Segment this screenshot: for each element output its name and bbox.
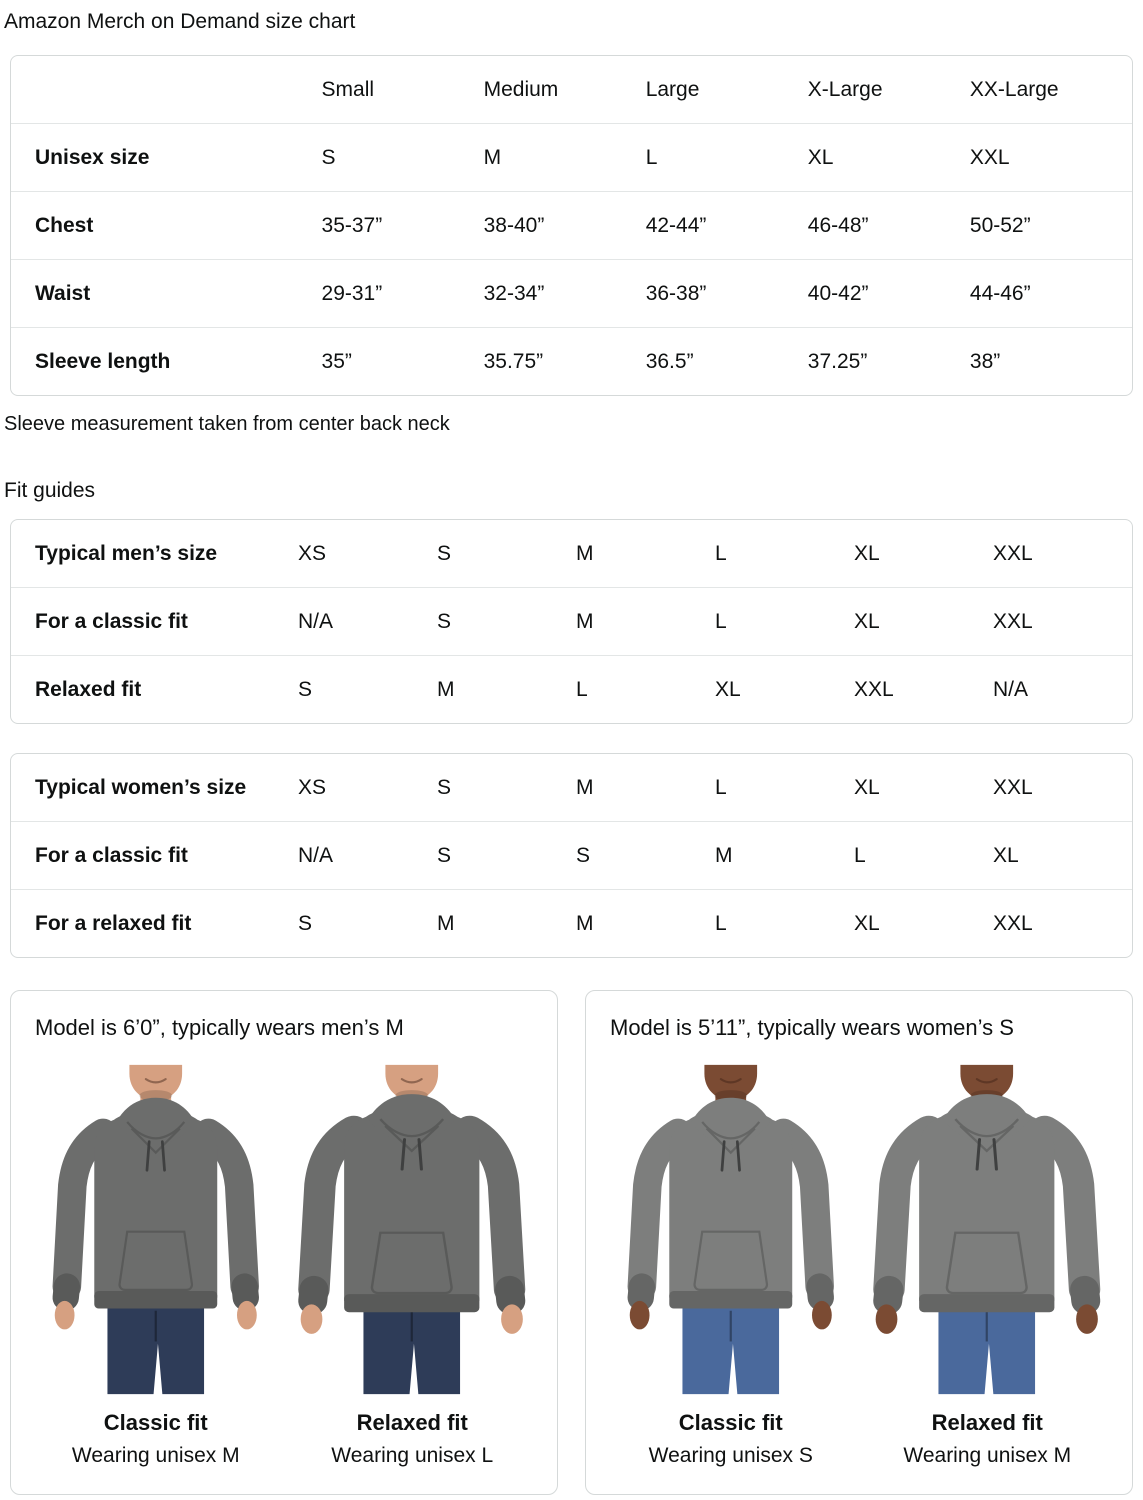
cell: L xyxy=(576,656,715,724)
model-panels xyxy=(10,990,1133,1495)
womens-classic-fit-row xyxy=(11,822,1132,890)
cell: S xyxy=(322,124,484,192)
sleeve-measurement-note: Sleeve measurement taken from center back neck xyxy=(4,413,450,435)
cell: S xyxy=(437,822,576,890)
cell: 36-38” xyxy=(646,260,808,328)
cell: 37.25” xyxy=(808,328,970,396)
cell: S xyxy=(436,775,451,799)
womens-relaxed-figure xyxy=(866,1057,1108,1468)
row-label: For a classic fit xyxy=(11,588,298,656)
size-row-unisex xyxy=(11,124,1132,192)
cell: XXL xyxy=(854,656,993,724)
cell: L xyxy=(714,775,727,799)
size-chart-card xyxy=(10,55,1133,396)
male-model-relaxed-illustration xyxy=(291,1057,533,1402)
mens-classic-photo xyxy=(35,1057,277,1402)
cell: S xyxy=(298,656,437,724)
womens-fit-guide-card xyxy=(10,753,1133,958)
row-label: Relaxed fit xyxy=(11,656,298,724)
page-title: Amazon Merch on Demand size chart xyxy=(4,10,356,33)
cell: XS xyxy=(297,541,326,565)
cell: 35” xyxy=(322,328,484,396)
cell: 32-34” xyxy=(484,260,646,328)
womens-classic-wearing-label: Wearing unisex S xyxy=(648,1444,813,1467)
cell: XXL xyxy=(993,890,1132,958)
size-col-xxlarge: XX-Large xyxy=(969,77,1059,101)
cell: XL xyxy=(808,124,970,192)
cell: 38-40” xyxy=(484,192,646,260)
cell: 35-37” xyxy=(322,192,484,260)
cell: 46-48” xyxy=(808,192,970,260)
size-col-small: Small xyxy=(321,77,375,101)
cell: S xyxy=(298,890,437,958)
cell: 35.75” xyxy=(484,328,646,396)
mens-figures xyxy=(35,1057,533,1468)
cell: M xyxy=(575,775,594,799)
cell: XXL xyxy=(992,541,1033,565)
mens-model-heading: Model is 6’0”, typically wears men’s M xyxy=(35,1015,404,1040)
cell: L xyxy=(854,822,993,890)
cell: XL xyxy=(715,656,854,724)
cell: XXL xyxy=(970,124,1132,192)
row-label: For a classic fit xyxy=(11,822,298,890)
female-model-relaxed-illustration xyxy=(866,1057,1108,1402)
cell: M xyxy=(575,541,594,565)
womens-model-heading: Model is 5’11”, typically wears women’s S xyxy=(610,1015,1014,1040)
womens-relaxed-wearing-label: Wearing unisex M xyxy=(903,1444,1072,1467)
row-label: Typical women’s size xyxy=(35,775,247,799)
womens-classic-photo xyxy=(610,1057,852,1402)
cell: S xyxy=(576,822,715,890)
womens-classic-fit-label: Classic fit xyxy=(678,1410,783,1435)
cell: S xyxy=(437,588,576,656)
mens-typical-size-row xyxy=(11,520,1132,588)
cell: XXL xyxy=(993,588,1132,656)
row-label: For a relaxed fit xyxy=(11,890,298,958)
size-row-chest xyxy=(11,192,1132,260)
womens-relaxed-fit-row xyxy=(11,890,1132,958)
size-col-blank xyxy=(11,56,322,124)
cell: XL xyxy=(993,822,1132,890)
cell: L xyxy=(715,890,854,958)
size-col-xlarge: X-Large xyxy=(807,77,883,101)
mens-classic-wearing-label: Wearing unisex M xyxy=(71,1444,240,1467)
cell: M xyxy=(576,588,715,656)
fit-guides-title: Fit guides xyxy=(4,479,96,502)
cell: 50-52” xyxy=(970,192,1132,260)
size-col-large: Large xyxy=(645,77,700,101)
cell: L xyxy=(714,541,727,565)
cell: M xyxy=(715,822,854,890)
mens-relaxed-fit-row xyxy=(11,656,1132,724)
mens-fit-guide-card xyxy=(10,519,1133,724)
cell: L xyxy=(646,124,808,192)
cell: N/A xyxy=(993,656,1132,724)
cell: M xyxy=(437,890,576,958)
row-label: Waist xyxy=(11,260,322,328)
mens-classic-fit-row xyxy=(11,588,1132,656)
mens-relaxed-fit-label: Relaxed fit xyxy=(356,1410,468,1435)
cell: XL xyxy=(853,775,880,799)
womens-figures xyxy=(610,1057,1108,1468)
cell: L xyxy=(715,588,854,656)
size-row-sleeve xyxy=(11,328,1132,396)
male-model-classic-illustration xyxy=(35,1057,277,1402)
cell: M xyxy=(437,656,576,724)
cell: XL xyxy=(854,890,993,958)
cell: 44-46” xyxy=(970,260,1132,328)
size-chart-table xyxy=(11,56,1132,395)
womens-fit-guide-table xyxy=(11,754,1132,957)
size-row-waist xyxy=(11,260,1132,328)
cell: XS xyxy=(297,775,326,799)
cell: M xyxy=(576,890,715,958)
womens-model-panel xyxy=(585,990,1133,1495)
cell: 38” xyxy=(970,328,1132,396)
mens-fit-guide-table xyxy=(11,520,1132,723)
cell: M xyxy=(484,124,646,192)
mens-model-panel xyxy=(10,990,558,1495)
mens-classic-fit-label: Classic fit xyxy=(103,1410,208,1435)
mens-relaxed-figure xyxy=(291,1057,533,1468)
cell: 29-31” xyxy=(322,260,484,328)
womens-classic-figure xyxy=(610,1057,852,1468)
size-col-medium: Medium xyxy=(483,77,559,101)
cell: 42-44” xyxy=(646,192,808,260)
cell: XL xyxy=(854,588,993,656)
cell: 36.5” xyxy=(646,328,808,396)
mens-relaxed-photo xyxy=(291,1057,533,1402)
mens-relaxed-wearing-label: Wearing unisex L xyxy=(331,1444,494,1467)
row-label: Unisex size xyxy=(11,124,322,192)
mens-classic-figure xyxy=(35,1057,277,1468)
cell: S xyxy=(436,541,451,565)
row-label: Sleeve length xyxy=(11,328,322,396)
size-chart-header-row xyxy=(11,56,1132,124)
female-model-classic-illustration xyxy=(610,1057,852,1402)
cell: XL xyxy=(853,541,880,565)
womens-typical-size-row xyxy=(11,754,1132,822)
womens-relaxed-photo xyxy=(866,1057,1108,1402)
womens-relaxed-fit-label: Relaxed fit xyxy=(931,1410,1043,1435)
row-label: Typical men’s size xyxy=(35,541,218,565)
row-label: Chest xyxy=(11,192,322,260)
cell: 40-42” xyxy=(808,260,970,328)
cell: N/A xyxy=(298,822,437,890)
cell: N/A xyxy=(298,588,437,656)
cell: XXL xyxy=(992,775,1033,799)
